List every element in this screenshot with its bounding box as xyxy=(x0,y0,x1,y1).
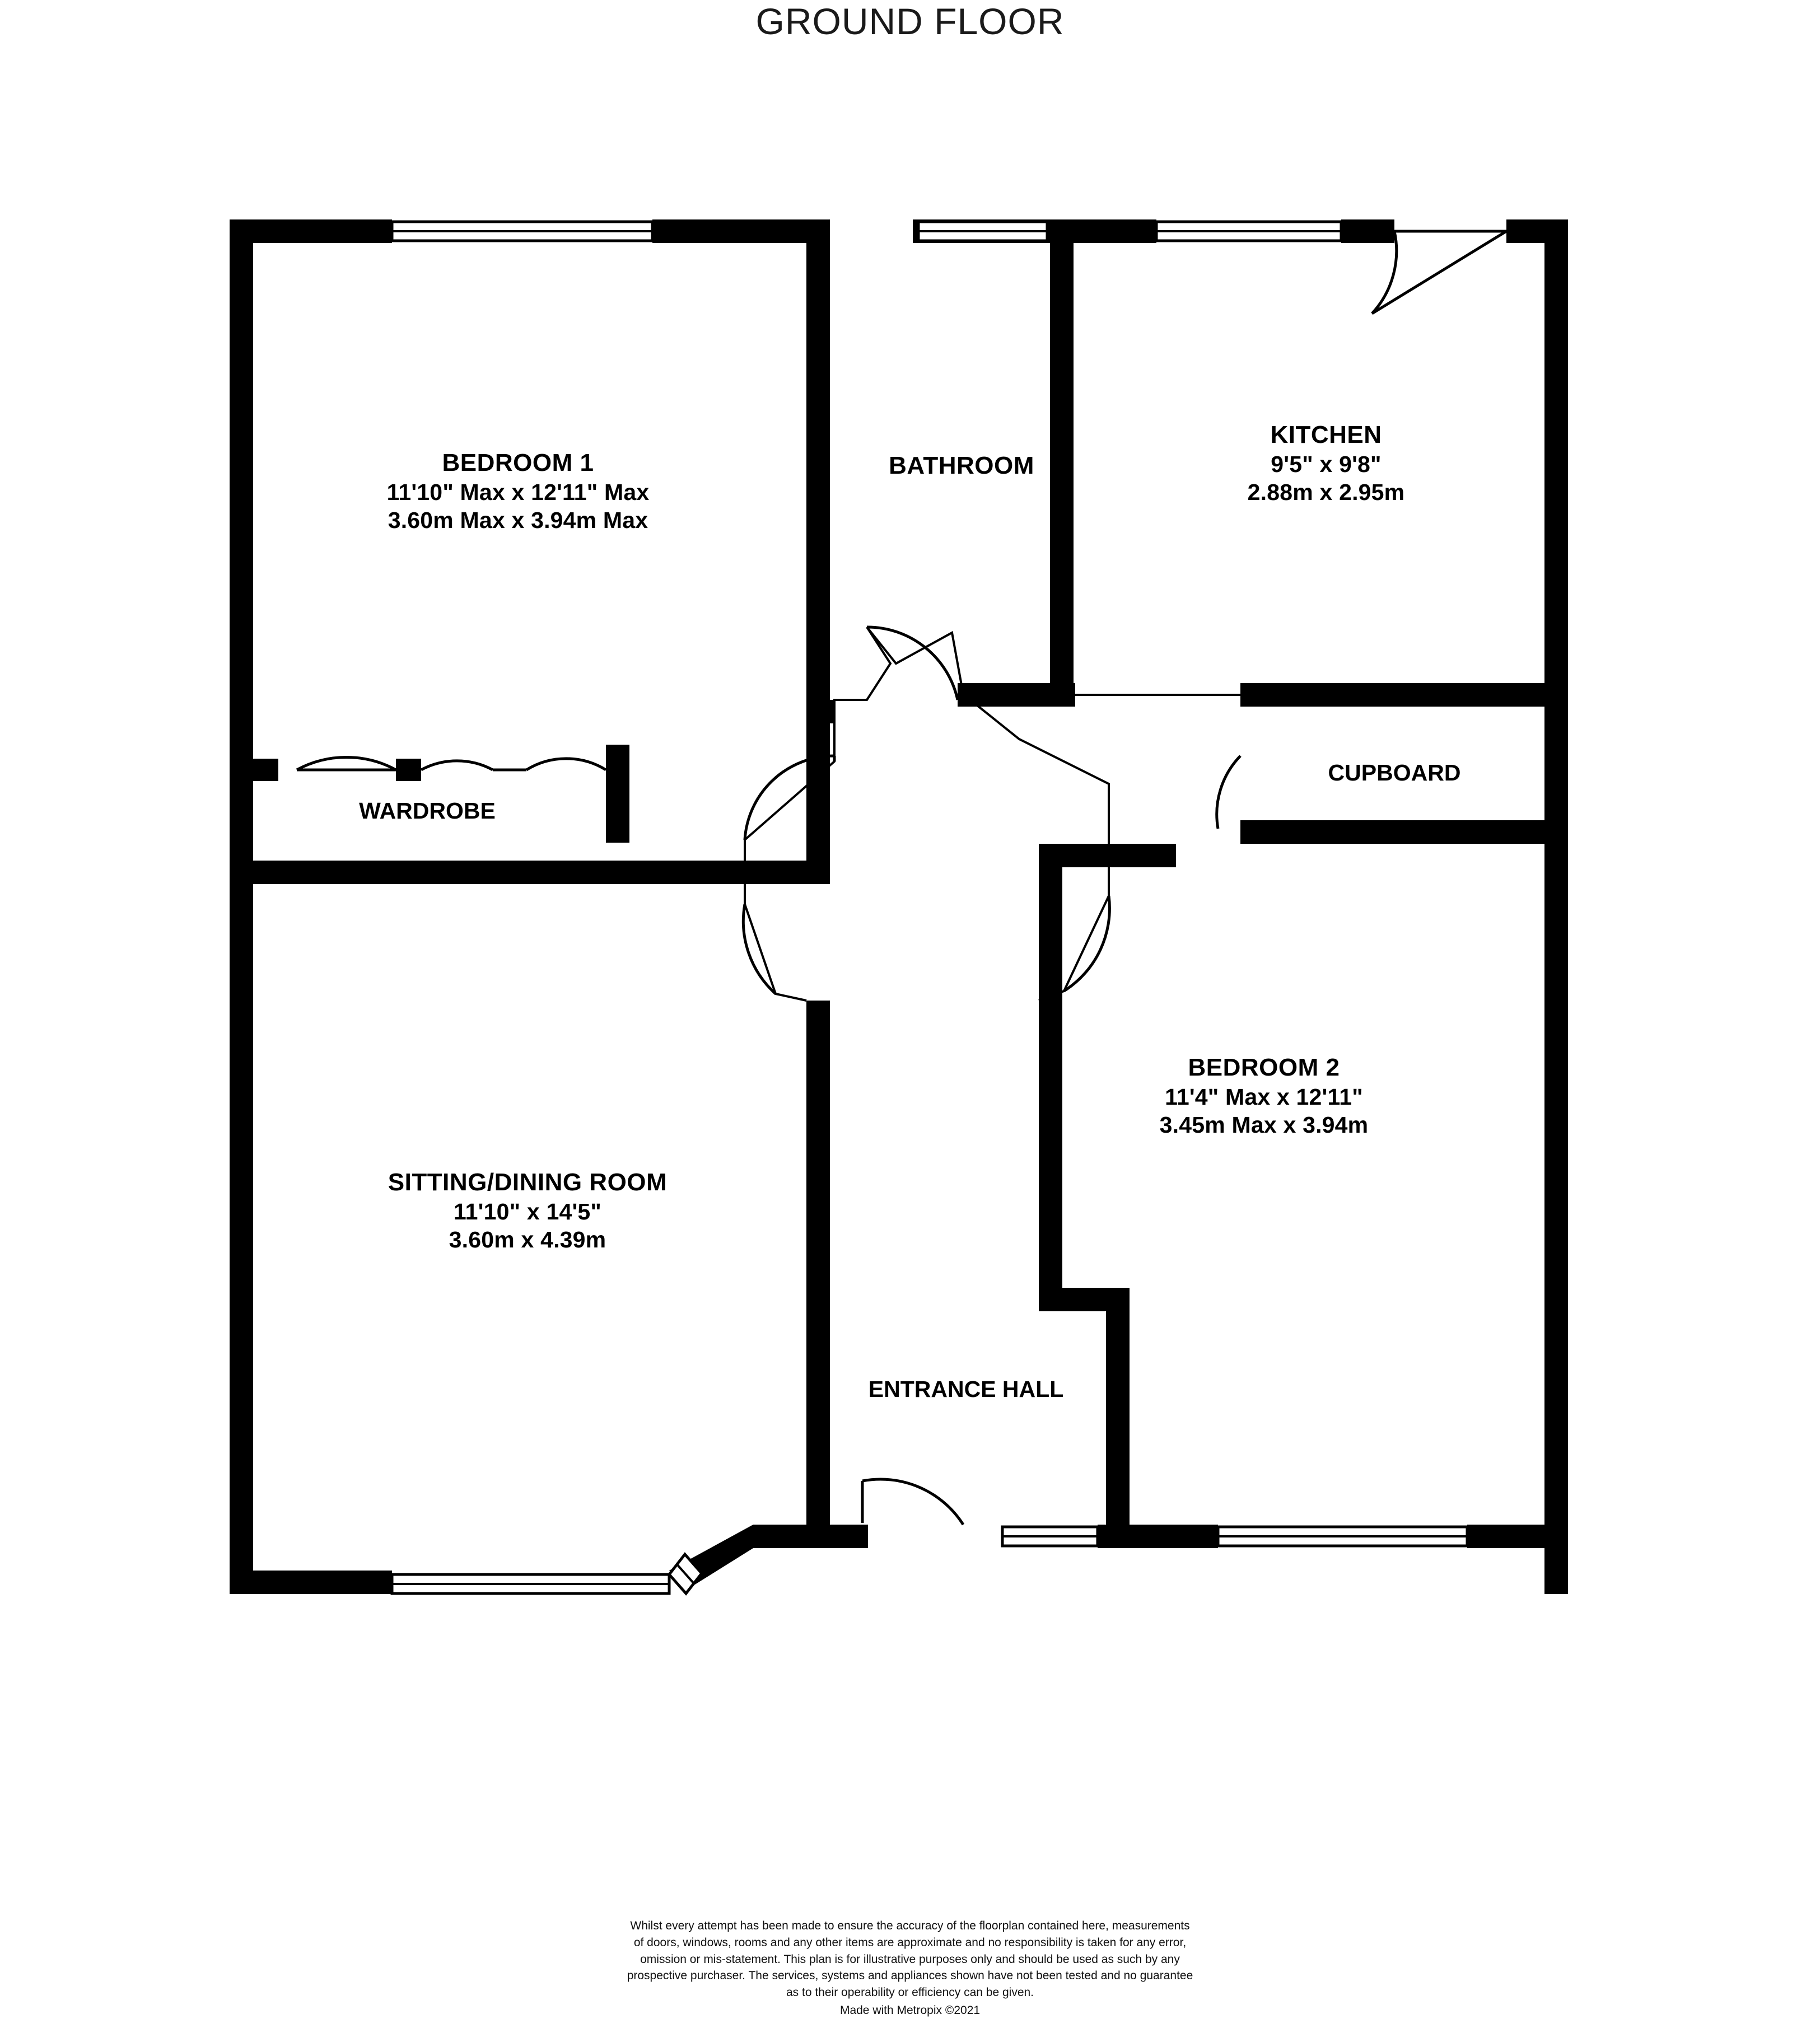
room-name: BATHROOM xyxy=(889,452,1034,479)
room-dimension-metric: 3.45m Max x 3.94m xyxy=(1159,1111,1369,1138)
room-name: BEDROOM 1 xyxy=(442,449,594,476)
page-title: GROUND FLOOR xyxy=(755,1,1065,42)
room-name: KITCHEN xyxy=(1270,421,1382,448)
annotation-wardrobe: WARDROBE xyxy=(359,798,496,824)
room-dimension-metric: 3.60m x 4.39m xyxy=(449,1226,606,1252)
room-dimension-imperial: 11'4" Max x 12'11" xyxy=(1165,1083,1363,1110)
room-label-sitting-dining-room xyxy=(388,1167,667,1254)
room-dimension-metric: 2.88m x 2.95m xyxy=(1247,479,1405,505)
room-label-kitchen xyxy=(1248,420,1405,506)
disclaimer-line: Whilst every attempt has been made to ensure the accuracy of the floorplan contained here, measurements xyxy=(630,1919,1190,1932)
disclaimer xyxy=(0,1918,1820,2019)
room-dimension-metric: 3.60m Max x 3.94m Max xyxy=(388,507,648,533)
made-with-credit: Made with Metropix ©2021 xyxy=(839,2004,981,2017)
room-label-bathroom xyxy=(889,451,1034,481)
room-name: SITTING/DINING ROOM xyxy=(388,1169,668,1196)
disclaimer-line: prospective purchaser. The services, systems and appliances shown have not been tested and no guarantee xyxy=(627,1969,1193,1983)
disclaimer-line: of doors, windows, rooms and any other items are approximate and no responsibility is taken for any error, xyxy=(633,1936,1187,1949)
room-label-bedroom-1 xyxy=(387,448,650,534)
disclaimer-line: as to their operability or efficiency can be given. xyxy=(786,1986,1034,1999)
room-dimension-imperial: 9'5" x 9'8" xyxy=(1271,451,1382,477)
annotation-cupboard: CUPBOARD xyxy=(1328,760,1461,786)
room-name: BEDROOM 2 xyxy=(1188,1054,1340,1081)
annotation-entrance-hall: ENTRANCE HALL xyxy=(868,1376,1064,1402)
room-label-bedroom-2 xyxy=(1160,1053,1369,1139)
room-dimension-imperial: 11'10" Max x 12'11" Max xyxy=(386,479,650,505)
room-dimension-imperial: 11'10" x 14'5" xyxy=(453,1198,602,1225)
disclaimer-line: omission or mis-statement. This plan is for illustrative purposes only and should be used as such by any xyxy=(640,1952,1180,1966)
